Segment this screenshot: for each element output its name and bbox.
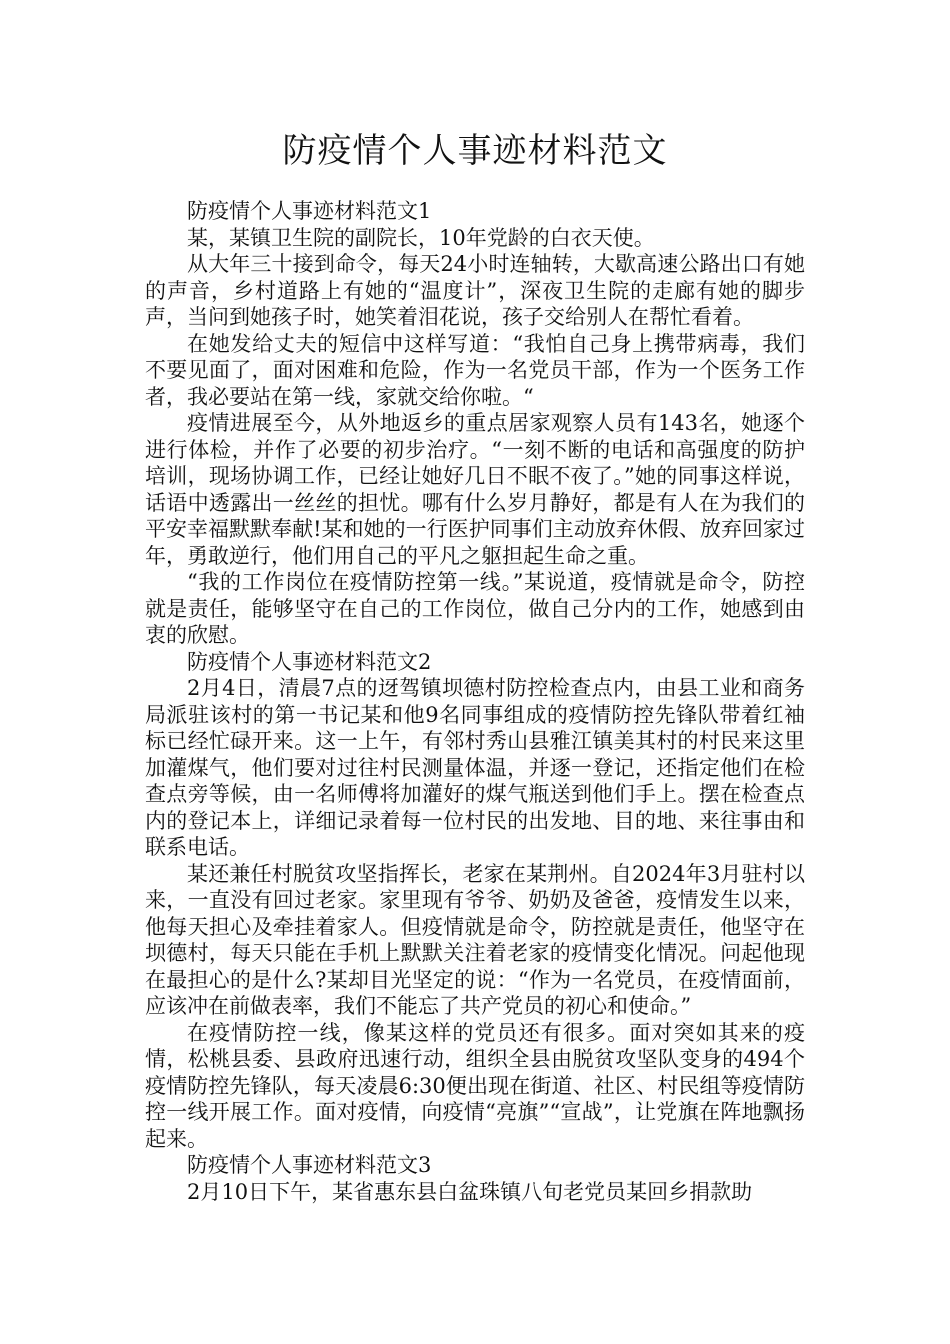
paragraph: 从大年三十接到命令，每天24小时连轴转，大歇高速公路出口有她的声音，乡村道路上有她的“温度计”，深夜卫生院的走廊有她的脚步声，当问到她孩子时，她笑着泪花说，孩子交给别人在帮忙看着。 <box>145 252 805 329</box>
paragraph: 在疫情防控一线，像某这样的党员还有很多。面对突如其来的疫情，松桃县委、县政府迅速行动，组织全县由脱贫攻坚队变身的494个疫情防控先锋队，每天凌晨6:30便出现在街道、社区、村民组等疫情防控一线开展工作。面对疫情，向疫情“亮旗”“宣战”，让党旗在阵地飘扬起来。 <box>145 1020 805 1151</box>
paragraph: 某还兼任村脱贫攻坚指挥长，老家在某荆州。自2024年3月驻村以来，一直没有回过老家。家里现有爷爷、奶奶及爸爸，疫情发生以来，他每天担心及牵挂着家人。但疫情就是命令，防控就是责任，他坚守在坝德村，每天只能在手机上默默关注着老家的疫情变化情况。问起他现在最担心的是什么?某却目光坚定的说：“作为一名党员，在疫情面前，应该冲在前做表率，我们不能忘了共产党员的初心和使命。” <box>145 861 805 1018</box>
section-heading: 防疫情个人事迹材料范文2 <box>187 649 432 674</box>
paragraph: 在她发给丈夫的短信中这样写道：“我怕自己身上携带病毒，我们不要见面了，面对困难和危险，作为一名党员干部，作为一个医务工作者，我必要站在第一线，家就交给你啦。“ <box>145 331 805 409</box>
paragraph: “我的工作岗位在疫情防控第一线。”某说道，疫情就是命令，防控就是责任，能够坚守在自己的工作岗位，做自己分内的工作，她感到由衷的欣慰。 <box>145 570 805 647</box>
paragraph: 疫情进展至今，从外地返乡的重点居家观察人员有143名，她逐个进行体检，并作了必要的初步治疗。“一刻不断的电话和高强度的防护培训，现场协调工作，已经让她好几日不眠不夜了。”她的同事这样说，话语中透露出一丝丝的担忧。哪有什么岁月静好，都是有人在为我们的平安幸福默默奉献!某和她的一行医护同事们主动放弃休假、放弃回家过年，勇敢逆行，他们用自己的平凡之躯担起生命之重。 <box>145 411 805 568</box>
paragraph: 某，某镇卫生院的副院长，10年党龄的白衣天使。 <box>187 225 655 250</box>
section-heading: 防疫情个人事迹材料范文3 <box>187 1153 432 1177</box>
paragraph: 2月10日下午，某省惠东县白盆珠镇八旬老党员某回乡捐款助 <box>187 1179 753 1204</box>
document-title: 防疫情个人事迹材料范文 <box>282 131 668 171</box>
document-body <box>145 198 805 1205</box>
section-heading: 防疫情个人事迹材料范文1 <box>187 199 432 223</box>
paragraph: 2月4日，清晨7点的迓驾镇坝德村防控检查点内，由县工业和商务局派驻该村的第一书记某和他9名同事组成的疫情防控先锋队带着红袖标已经忙碌开来。这一上午，有邻村秀山县雅江镇美其村的村民来这里加灌煤气，他们要对过往村民测量体温，并逐一登记，还指定他们在检查点旁等候，由一名师傅将加灌好的煤气瓶送到他们手上。摆在检查点内的登记本上，详细记录着每一位村民的出发地、目的地、来往事由和联系电话。 <box>145 676 805 859</box>
